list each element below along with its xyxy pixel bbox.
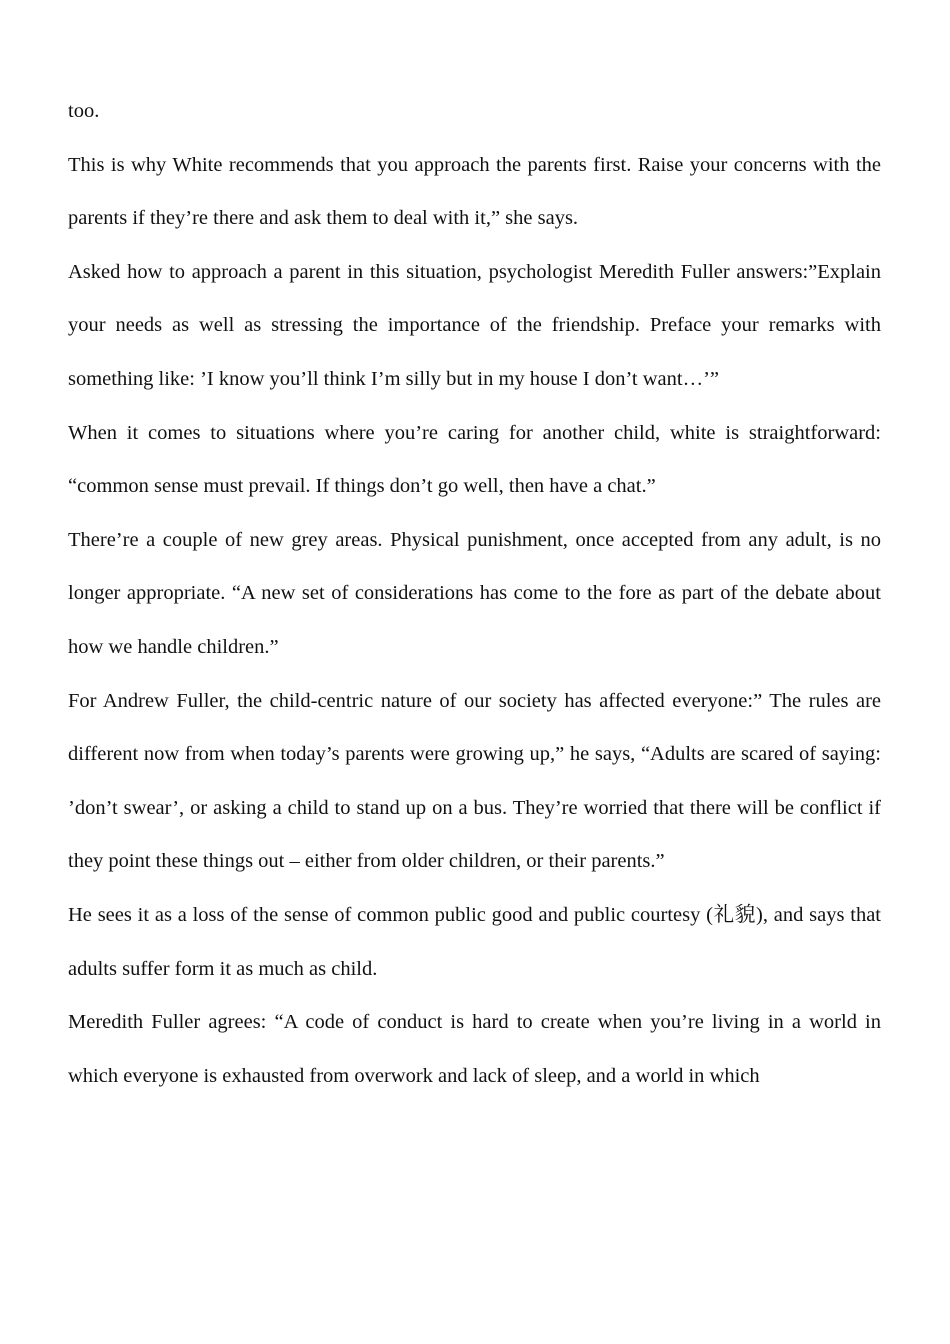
paragraph-andrew-fuller: For Andrew Fuller, the child-centric nature of our society has affected everyone:” The rules are different now from when today’s parents were growing up,” he says, “Adults are scared of saying: ’don’t swear’, or asking a child to stand up on a bus. They’re worried that there will be conflict if they point these things out – either from older children, or their parents.”: [68, 689, 881, 873]
paragraph-white-recommends: This is why White recommends that you approach the parents first. Raise your concerns with the parents if they’re there and ask them to deal with it,” she says.: [68, 153, 881, 230]
paragraph-caring-for-another-child: When it comes to situations where you’re caring for another child, white is straightforward: “common sense must prevail. If things don’t go well, then have a chat.”: [68, 421, 881, 498]
paragraph-meredith-fuller-agrees: Meredith Fuller agrees: “A code of conduct is hard to create when you’re living in a world in which everyone is exhausted from overwork and lack of sleep, and a world in which: [68, 1011, 881, 1087]
paragraph-continuation: too.: [68, 100, 100, 122]
paragraph-meredith-fuller-answer: Asked how to approach a parent in this situation, psychologist Meredith Fuller answers:”Explain your needs as well as stressing the importance of the friendship. Preface your remarks with something like: ’I know you’ll think I’m silly but in my house I don’t want…’”: [68, 260, 881, 390]
document-page: [68, 85, 881, 1103]
paragraph-grey-areas: There’re a couple of new grey areas. Physical punishment, once accepted from any adult, is no longer appropriate. “A new set of considerations has come to the fore as part of the debate about how we handle children.”: [68, 528, 881, 658]
paragraph-public-courtesy: He sees it as a loss of the sense of common public good and public courtesy (礼貌), and says that adults suffer form it as much as child.: [68, 903, 881, 980]
